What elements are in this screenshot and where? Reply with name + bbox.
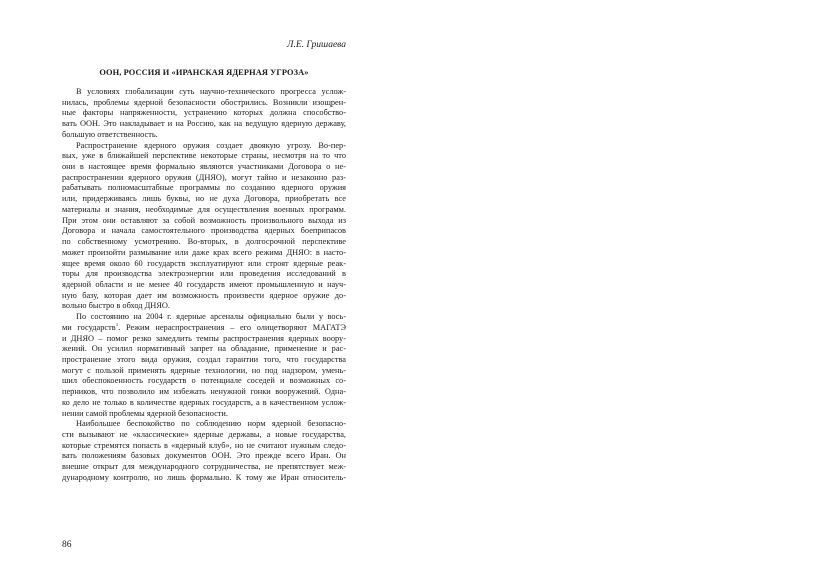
text-line: жений. Он усилил нормативный запрет на обладание, применение и рас- <box>62 344 346 354</box>
text-fragment: . Режим нераспространения – его олицетворяют МАГАТЭ <box>118 322 346 332</box>
text-line: внешне открыт для международного сотрудничества, не препятствует меж- <box>62 462 346 472</box>
text-line: Распространение ядерного оружия создает двоякую угрозу. Во-пер- <box>76 140 346 150</box>
text-line-with-footnote <box>62 323 346 334</box>
article-body <box>62 87 346 484</box>
text-line: сти вызывают не «классические» ядерные державы, а новые государства, <box>62 430 346 439</box>
text-fragment: ми государств <box>62 322 116 332</box>
text-line: нилась, проблемы ядерной безопасности обострились. Возникли изощрен- <box>62 97 346 107</box>
text-line: При этом они оставляют за собой возможность произвольного выхода из <box>62 215 346 225</box>
text-line: вать ООН. Это накладывает и на Россию, как на ведущую ядерную державу, <box>62 119 346 129</box>
text-line: распространении ядерного оружия (ДНЯО), могут тайно и незаконно раз- <box>62 172 346 182</box>
running-header-author: Л.Е. Гришаева <box>287 40 346 50</box>
text-line: По состоянию на 2004 г. ядерные арсеналы официально были у вось- <box>76 312 346 322</box>
text-line: Договора и начала самостоятельного производства ядерных боеприпасов <box>62 226 346 236</box>
text-line: или, придерживаясь лишь буквы, но не духа Договора, приобретать все <box>62 194 346 204</box>
text-line: вых, уже в ближайшей перспективе некоторые страны, несмотря на то что <box>62 151 346 161</box>
text-line: ядерной области и не менее 40 государств имеют промышленную и науч- <box>62 279 346 289</box>
text-line: ные факторы напряженности, устранению которых должна способство- <box>62 108 346 118</box>
text-line: ко дело не только в количестве ядерных государств, а в качественном услож- <box>62 397 346 407</box>
text-line: нении самой проблемы ядерной безопасности. <box>62 408 228 418</box>
text-line: ящее время около 60 государств эксплуатируют или строят ядерные реак- <box>62 258 346 268</box>
article-title: ООН, РОССИЯ И «ИРАНСКАЯ ЯДЕРНАЯ УГРОЗА» <box>99 68 309 77</box>
text-line: дународному контролю, но лишь формально. К тому же Иран относитель- <box>62 472 346 482</box>
text-line: перников, что позволило им избежать ненужной гонки вооружений. Одна- <box>62 387 346 397</box>
footnote-reference[interactable]: 1 <box>115 323 119 329</box>
text-line: рабатывать полномасштабные программы по созданию ядерного оружия <box>62 183 346 193</box>
text-line: которые стремятся попасть в «ядерный клуб», но не считают нужным следо- <box>62 440 346 450</box>
text-line: материалы и знания, необходимые для осуществления военных программ. <box>62 204 346 214</box>
page-number: 86 <box>62 540 72 550</box>
text-line: шил обеспокоенность государств о потенциале соседей и возможных со- <box>62 376 346 386</box>
text-line: и ДНЯО – помог резко замедлить темпы распространения ядерных воору- <box>62 333 346 343</box>
text-line: большую ответственность. <box>62 129 158 139</box>
text-line: вать положениям базовых документов ООН. Это прежде всего Иран. Он <box>62 451 346 461</box>
text-line: В условиях глобализации суть научно-технического прогресса услож- <box>76 87 346 96</box>
text-line: торы для производства электроэнергии или проведения исследований в <box>62 269 346 279</box>
text-line: может произойти размывание или даже крах всего режима ДНЯО: в насто- <box>62 247 346 257</box>
text-line: Наибольшее беспокойство по соблюдению норм ядерной безопасно- <box>76 419 346 429</box>
text-line: пространение этого вида оружия, создал гарантии того, что государства <box>62 354 346 364</box>
text-line: вольно быстро в обход ДНЯО. <box>62 301 171 311</box>
text-line: по собственному усмотрению. Во-вторых, в долгосрочной перспективе <box>62 237 346 247</box>
text-line: ную базу, которая дает им возможность произвести ядерное оружие до- <box>62 290 346 300</box>
text-line: они в настоящее время формально являются участниками Договора о не- <box>62 162 346 172</box>
text-line: могут с пользой применять ядерные технологии, но под надзором, умень- <box>62 365 346 375</box>
